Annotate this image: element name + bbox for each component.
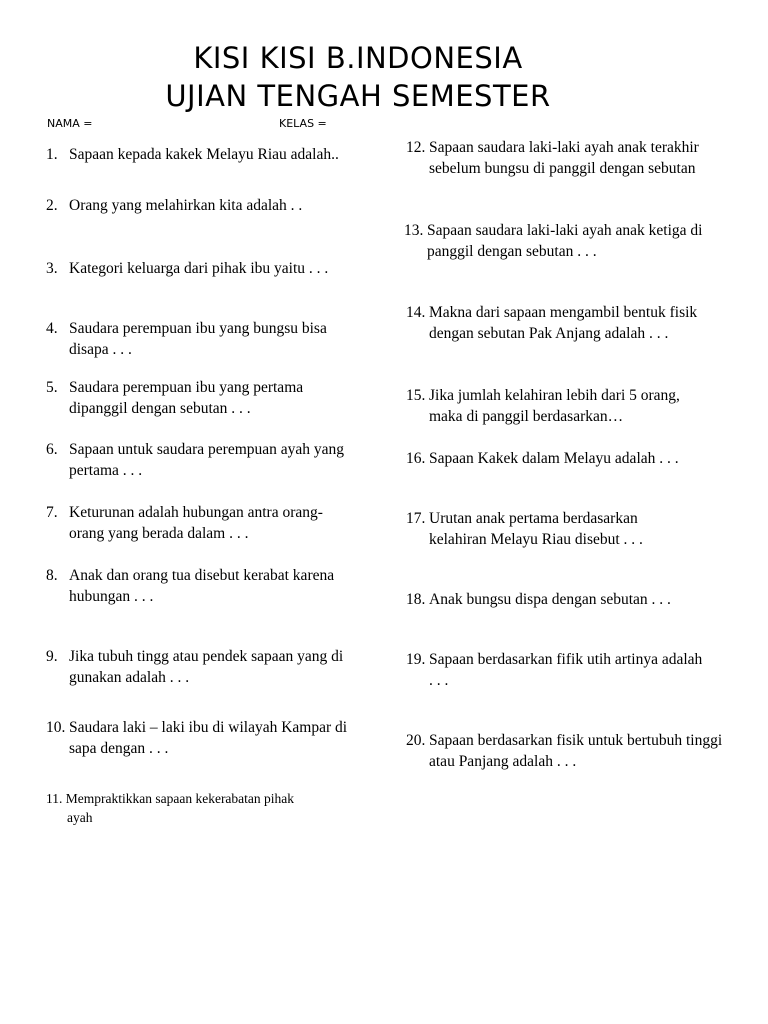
question-number: 5. [46, 379, 58, 396]
question-text: Sapaan saudara laki-laki ayah anak terakhir sebelum bungsu di panggil dengan sebutan [429, 139, 699, 177]
question-8 [46, 565, 366, 607]
question-number: 18. [406, 591, 426, 608]
question-text: Jika jumlah kelahiran lebih dari 5 orang, maka di panggil berdasarkan… [429, 387, 680, 425]
question-number: 13. [404, 222, 424, 239]
question-12 [406, 137, 728, 179]
question-number: 20. [406, 732, 426, 749]
question-4 [46, 318, 351, 360]
question-text: Keturunan adalah hubungan antra orang-orang yang berada dalam . . . [69, 504, 323, 542]
question-number: 14. [406, 304, 426, 321]
question-10 [46, 717, 361, 759]
question-number: 9. [46, 648, 58, 665]
question-number: 8. [46, 567, 58, 584]
question-number: 2. [46, 197, 58, 214]
question-17 [406, 508, 696, 550]
title-line-1: KISI KISI B.INDONESIA [193, 41, 523, 75]
question-number: 19. [406, 651, 426, 668]
question-text: Saudara laki – laki ibu di wilayah Kampar di sapa dengan . . . [69, 719, 348, 757]
question-text: Sapaan Kakek dalam Melayu adalah . . . [429, 450, 679, 467]
question-11 [46, 789, 356, 827]
question-number: 3. [46, 260, 58, 277]
question-text: Anak dan orang tua disebut kerabat karena hubungan . . . [69, 567, 335, 605]
question-19 [406, 649, 706, 691]
question-text: Sapaan untuk saudara perempuan ayah yang pertama . . . [69, 441, 345, 479]
question-18 [406, 589, 726, 610]
question-number: 6. [46, 441, 58, 458]
question-text-continuation: ayah [67, 810, 93, 825]
question-9 [46, 646, 356, 688]
question-text: Makna dari sapaan mengambil bentuk fisik dengan sebutan Pak Anjang adalah . . . [429, 304, 698, 342]
question-text: Kategori keluarga dari pihak ibu yaitu . . . [69, 260, 329, 277]
question-text: Sapaan kepada kakek Melayu Riau adalah.. [69, 146, 339, 163]
question-2 [46, 195, 346, 216]
question-number: 15. [406, 387, 426, 404]
question-text: Sapaan berdasarkan fisik untuk bertubuh tinggi atau Panjang adalah . . . [429, 732, 723, 770]
question-text: Sapaan berdasarkan fifik utih artinya adalah . . . [429, 651, 703, 689]
question-number: 16. [406, 450, 426, 467]
question-text: Saudara perempuan ibu yang bungsu bisa disapa . . . [69, 320, 327, 358]
question-number: 12. [406, 139, 426, 156]
question-1 [46, 144, 376, 165]
question-text: Orang yang melahirkan kita adalah . . [69, 197, 303, 214]
question-14 [406, 302, 728, 344]
title-line-2: UJIAN TENGAH SEMESTER [165, 79, 551, 113]
question-3 [46, 258, 366, 279]
question-number: 17. [406, 510, 426, 527]
question-text: Anak bungsu dispa dengan sebutan . . . [429, 591, 671, 608]
question-text: Mempraktikkan sapaan kekerabatan pihak [65, 791, 295, 806]
question-text: Urutan anak pertama berdasarkan kelahiran Melayu Riau disebut . . . [429, 510, 643, 548]
question-15 [406, 385, 716, 427]
question-16 [406, 448, 726, 469]
question-text: Jika tubuh tingg atau pendek sapaan yang di gunakan adalah . . . [69, 648, 344, 686]
question-number: 1. [46, 146, 58, 163]
nama-field-label: NAMA = [47, 117, 93, 130]
question-5 [46, 377, 351, 419]
question-number: 11. [46, 791, 63, 806]
question-6 [46, 439, 351, 481]
question-20 [406, 730, 726, 772]
question-number: 4. [46, 320, 58, 337]
question-number: 7. [46, 504, 58, 521]
question-13 [404, 220, 724, 262]
question-number: 10. [46, 719, 66, 736]
question-text: Saudara perempuan ibu yang pertama dipanggil dengan sebutan . . . [69, 379, 304, 417]
kelas-field-label: KELAS = [279, 117, 327, 130]
question-7 [46, 502, 351, 544]
question-text: Sapaan saudara laki-laki ayah anak ketiga di panggil dengan sebutan . . . [427, 222, 703, 260]
